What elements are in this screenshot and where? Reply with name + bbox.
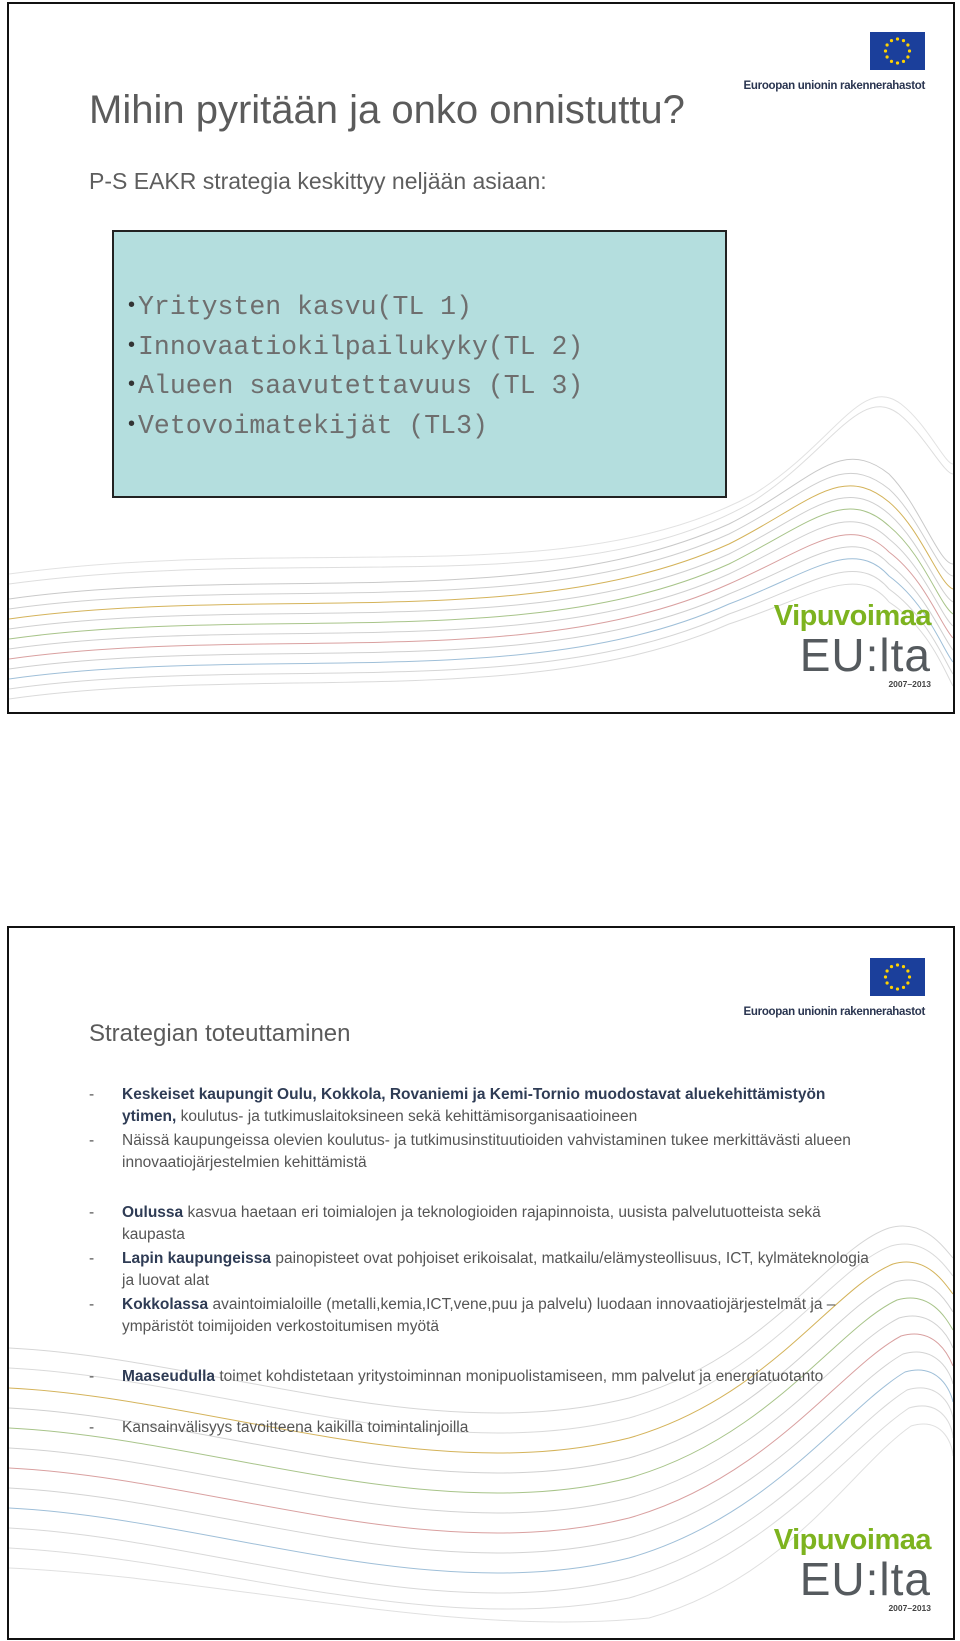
slide-subtitle: P-S EAKR strategia keskittyy neljään asiaan: — [89, 168, 547, 194]
list-item: - Keskeiset kaupungit Oulu, Kokkola, Rovaniemi ja Kemi-Tornio muodostavat aluekehittämistyön ytimen, koulutus- ja tutkimuslaitoksineen sekä kehittämisorganisaatioineen — [89, 1086, 826, 1125]
eu-caption: Euroopan unionin rakennerahastot — [743, 1006, 925, 1018]
eu-caption: Euroopan unionin rakennerahastot — [743, 80, 925, 92]
bullet-icon: • — [128, 294, 136, 316]
bullet-icon: • — [128, 412, 136, 435]
strategy-list — [89, 1084, 869, 1441]
list-item: • Yritysten kasvu(TL 1) — [128, 292, 472, 322]
eu-logo — [745, 32, 925, 102]
eu-flag-icon — [870, 958, 925, 996]
list-item: • Innovaatiokilpailukyky(TL 2) — [128, 331, 584, 362]
eu-logo — [745, 958, 925, 1028]
list-item: • Alueen saavutettavuus (TL 3) — [128, 371, 584, 401]
goals-list — [114, 232, 725, 446]
vipuvoimaa-logo: Vipuvoimaa EU:lta 2007–2013 — [773, 1524, 931, 1613]
list-item: - Lapin kaupungeissa painopisteet ovat pohjoiset erikoisalat, matkailu/elämysteollisuus, ICT, kylmäteknologia ja luovat alat — [89, 1250, 869, 1289]
list-item: - Oulussa kasvua haetaan eri toimialojen ja teknologioiden rajapinnoista, uusista palvelutuotteista sekä kaupasta — [89, 1204, 821, 1243]
goals-box — [112, 230, 727, 498]
slide-title: Mihin pyritään ja onko onnistuttu? — [89, 88, 685, 132]
list-item: - Maaseudulla toimet kohdistetaan yritystoiminnan monipuolistamiseen, mm palvelut ja energiatuotanto — [89, 1368, 824, 1385]
list-item: - Näissä kaupungeissa olevien koulutus- ja tutkimusinstituutioiden vahvistaminen tukee merkittävästi alueen innovaatiojärjestelmien kehittämistä — [89, 1132, 851, 1171]
bullet-icon: • — [128, 373, 136, 395]
eu-flag-icon — [870, 32, 925, 70]
list-item: - Kansainvälisyys tavoitteena kaikilla toimintalinjoilla — [89, 1418, 469, 1436]
list-item: • Vetovoimatekijät (TL3) — [128, 410, 488, 441]
bullet-icon: • — [128, 333, 136, 356]
slide-1 — [7, 2, 955, 714]
vipuvoimaa-logo: Vipuvoimaa EU:lta 2007–2013 — [773, 600, 931, 689]
slide-title: Strategian toteuttaminen — [89, 1020, 351, 1047]
list-item: - Kokkolassa avaintoimialoille (metalli,kemia,ICT,vene,puu ja palvelu) luodaan innovaatiojärjestelmät ja –ympäristöt toimijoiden verkostoitumisen myötä — [89, 1296, 836, 1335]
slide-2 — [7, 926, 955, 1640]
